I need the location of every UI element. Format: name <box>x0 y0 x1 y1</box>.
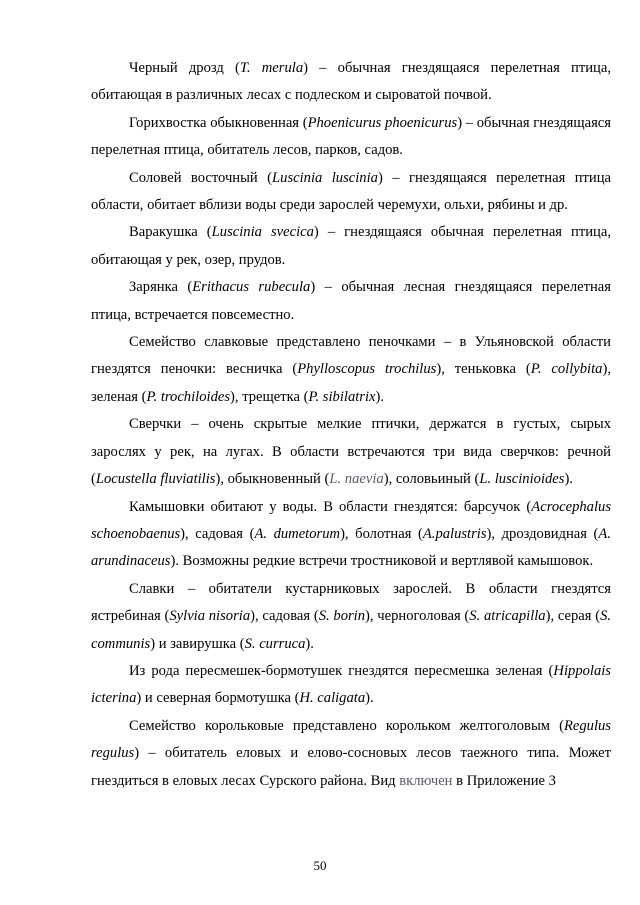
text-run: Сверчки – очень скрытые мелкие птички, держатся в густых, сырых зарослях у рек, на лугах. В области встречаются три вида сверчков: речной ( <box>91 416 611 488</box>
text-run: ), садовая ( <box>250 608 319 625</box>
text-run: Соловей восточный ( <box>129 169 273 186</box>
text-run: ). <box>375 388 385 405</box>
species-latin-name: A. arundinaceus <box>91 525 611 570</box>
text-run: ). <box>564 471 573 488</box>
text-run: ) – гнездящаяся перелетная птица области, обитает вблизи воды среди зарослей черемухи, ольхи, рябины и др. <box>91 169 612 214</box>
paragraph-reed-warblers <box>91 494 611 576</box>
species-latin-name: P. trochiloides <box>146 388 231 405</box>
species-latin-name: S. atricapilla <box>469 608 546 625</box>
paragraph-hippolais <box>91 658 611 713</box>
species-latin-name: A. dumetorum <box>254 525 341 542</box>
text-run: Варакушка ( <box>129 224 212 241</box>
text-run: Горихвостка обыкновенная ( <box>129 114 308 131</box>
text-run: ) – обитатель еловых и елово-сосновых лесов таежного типа. Может гнездиться в еловых лесах Сурского района. Вид <box>91 745 611 789</box>
paragraph-bluethroat <box>91 219 611 274</box>
species-latin-name: S. communis <box>91 608 612 652</box>
paragraph-nightingale <box>91 165 611 220</box>
species-latin-name: Acrocephalus schoenobaenus <box>91 498 611 542</box>
species-latin-name: Luscinia luscinia <box>272 169 378 186</box>
species-latin-name: Hippolais icterina <box>91 662 611 707</box>
text-run: ), соловьиный ( <box>383 471 480 488</box>
text-run: ) – обычная лесная гнездящаяся перелетная птица, встречается повсеместно. <box>91 279 611 323</box>
species-latin-name: L. naevia <box>329 471 384 488</box>
species-latin-name: S. curruca <box>244 635 306 652</box>
text-run: ), черноголовая ( <box>365 608 470 625</box>
text-run: ), дроздовидная ( <box>486 525 599 542</box>
text-run: Славки – обитатели кустарниковых зарослей. В области гнездятся ястребиная ( <box>91 580 611 625</box>
text-run: ) – обычная гнездящаяся перелетная птица, обитатель лесов, парков, садов. <box>91 114 611 159</box>
species-latin-name: P. sibilatrix <box>308 388 376 405</box>
species-latin-name: L. luscinioides <box>479 471 565 488</box>
species-latin-name: Phoenicurus phoenicurus <box>307 114 458 131</box>
species-latin-name: Luscinia svecica <box>211 224 314 241</box>
species-latin-name: H. caligata <box>299 690 366 707</box>
species-latin-name: S. borin <box>318 608 366 625</box>
text-run: ). <box>365 690 374 707</box>
paragraph-robin <box>91 274 611 329</box>
text-run: ), обыкновенный ( <box>215 471 330 488</box>
text-run: включен <box>399 772 453 789</box>
page-number: 50 <box>313 858 327 873</box>
paragraph-grasshopper-warblers <box>91 411 611 493</box>
text-run: Из рода пересмешек-бормотушек гнездятся пересмешка зеленая ( <box>129 662 554 679</box>
species-latin-name: P. collybita <box>530 361 603 378</box>
species-latin-name: Regulus regulus <box>91 717 611 762</box>
paragraph-black-thrush <box>91 55 611 110</box>
text-run: ), серая ( <box>545 608 601 625</box>
paragraph-sylvia <box>91 576 611 658</box>
text-run: ) и северная бормотушка ( <box>136 690 300 707</box>
text-run: ), болотная ( <box>340 525 423 542</box>
text-run: Семейство корольковые представлено корольком желтоголовым ( <box>129 717 564 734</box>
text-run: ) и завирушка ( <box>150 635 245 652</box>
text-run: ), трещетка ( <box>230 388 309 405</box>
body-text <box>91 55 611 795</box>
text-run: в Приложение 3 <box>452 772 556 789</box>
species-latin-name: A.palustris <box>422 525 487 542</box>
text-run: Зарянка ( <box>129 279 193 296</box>
text-run: ). Возможны редкие встречи тростниковой и вертлявой камышовок. <box>170 553 594 570</box>
paragraph-redstart <box>91 110 611 165</box>
text-run: ) – гнездящаяся обычная перелетная птица, обитающая у рек, озер, прудов. <box>91 224 611 268</box>
text-run: ), зеленая ( <box>91 361 611 405</box>
text-run: ), теньковка ( <box>436 361 531 378</box>
text-run: ), садовая ( <box>180 525 255 542</box>
text-run: Семейство славковые представлено пеночками – в Ульяновской области гнездятся пеночки: весничка ( <box>91 334 611 378</box>
text-run: Камышовки обитают у воды. В области гнездятся: барсучок ( <box>129 498 532 515</box>
paragraph-warblers <box>91 329 611 411</box>
species-latin-name: Sylvia nisoria <box>169 608 251 625</box>
species-latin-name: Erithacus rubecula <box>192 279 311 296</box>
species-latin-name: Locustella fluviatilis <box>95 471 216 488</box>
paragraph-goldcrest <box>91 713 611 795</box>
text-run: ) – обычная гнездящаяся перелетная птица, обитающая в различных лесах с подлеском и сыроватой почвой. <box>91 60 611 104</box>
text-run: ). <box>305 635 314 652</box>
text-run: Черный дрозд ( <box>129 60 240 76</box>
species-latin-name: Phylloscopus trochilus <box>297 361 437 378</box>
species-latin-name: T. merula <box>239 60 304 76</box>
